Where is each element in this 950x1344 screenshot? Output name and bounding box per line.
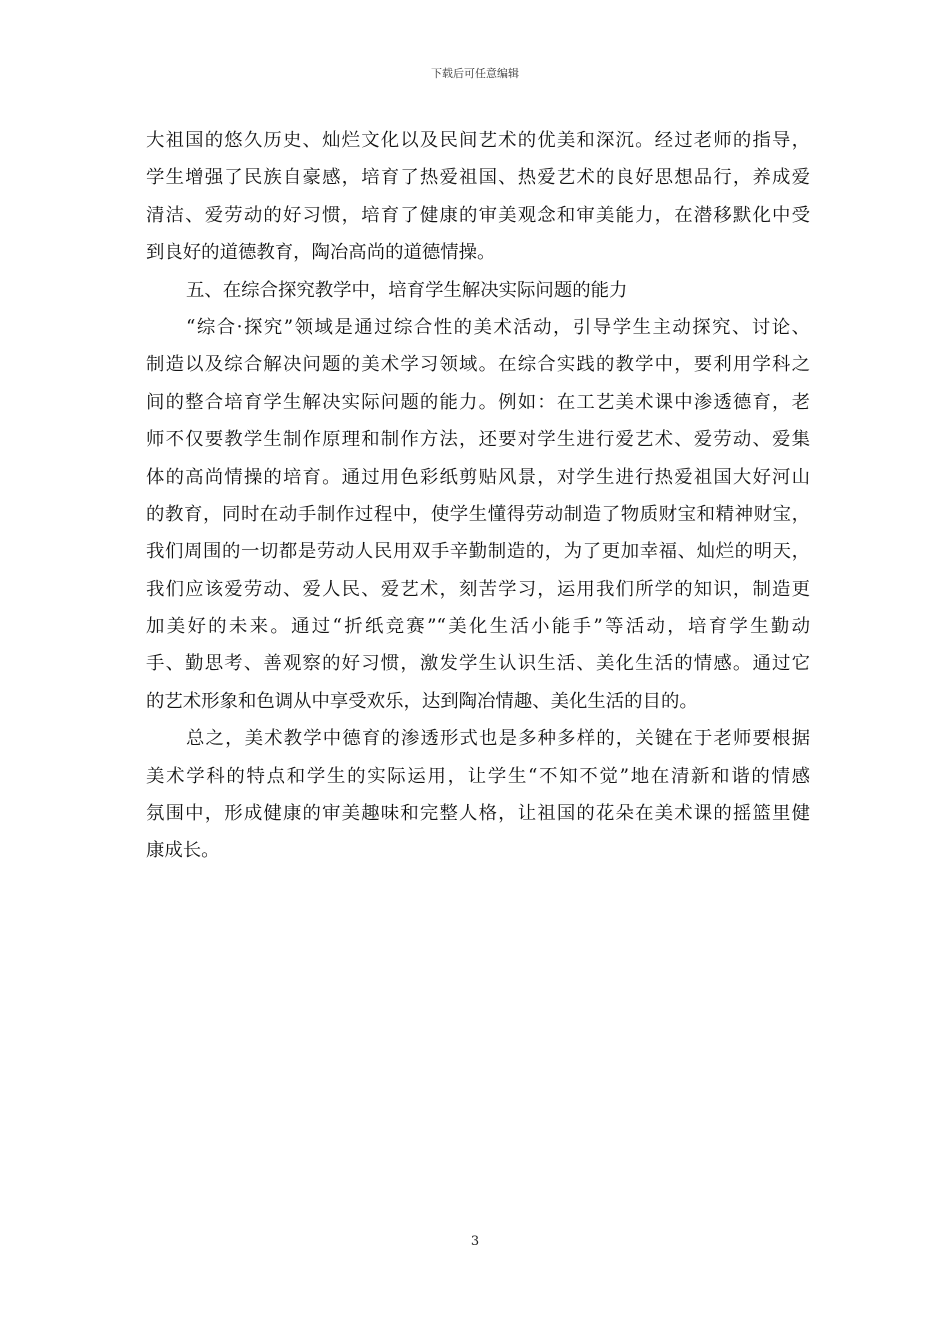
text-line: “综合·探究”领域是通过综合性的美术活动，引导学生主动探究、讨论、: [186, 316, 810, 338]
text-line: 学生增强了民族自豪感，培育了热爱祖国、热爱艺术的良好思想品行，养成爱: [146, 167, 810, 189]
text-line: 师不仅要教学生制作原理和制作方法，还要对学生进行爱艺术、爱劳动、爱集: [146, 429, 810, 451]
page-number: 3: [470, 1234, 480, 1249]
text-line: 间的整合培育学生解决实际问题的能力。例如：在工艺美术课中渗透德育，老: [146, 391, 810, 413]
paragraph-continuation: [146, 122, 810, 272]
text-line: 的艺术形象和色调从中享受欢乐，达到陶冶情趣、美化生活的目的。: [146, 690, 698, 712]
text-line: 的教育，同时在动手制作过程中，使学生懂得劳动制造了物质财宝和精神财宝，: [146, 503, 810, 525]
text-line: 我们周围的一切都是劳动人民用双手辛勤制造的，为了更加幸福、灿烂的明天，: [146, 541, 810, 563]
page-header: 下载后可任意编辑: [431, 67, 519, 80]
text-line: 总之，美术教学中德育的渗透形式也是多种多样的，关键在于老师要根据: [186, 728, 810, 750]
text-line: 氛围中，形成健康的审美趣味和完整人格，让祖国的花朵在美术课的摇篮里健: [146, 803, 810, 825]
text-line: 到良好的道德教育，陶冶高尚的道德情操。: [146, 242, 496, 264]
text-line: 我们应该爱劳动、爱人民、爱艺术，刻苦学习，运用我们所学的知识，制造更: [146, 578, 810, 600]
document-body: [146, 122, 810, 870]
text-line: 大祖国的悠久历史、灿烂文化以及民间艺术的优美和深沉。经过老师的指导，: [146, 130, 810, 151]
text-line: 加美好的未来。通过“折纸竞赛”“美化生活小能手”等活动，培育学生勤动: [146, 616, 810, 638]
text-line: 康成长。: [146, 840, 220, 862]
text-line: 手、勤思考、善观察的好习惯，激发学生认识生活、美化生活的情感。通过它: [146, 653, 810, 675]
text-line: 清洁、爱劳动的好习惯，培育了健康的审美观念和审美能力，在潜移默化中受: [146, 204, 810, 226]
paragraph-conclusion: [146, 720, 810, 870]
text-line: 制造以及综合解决问题的美术学习领域。在综合实践的教学中，要利用学科之: [146, 354, 810, 376]
section-heading: [146, 272, 810, 309]
text-line: 美术学科的特点和学生的实际运用，让学生“不知不觉”地在清新和谐的情感: [146, 765, 810, 787]
text-line: 体的高尚情操的培育。通过用色彩纸剪贴风景，对学生进行热爱祖国大好河山: [146, 466, 810, 488]
heading-line: 五、在综合探究教学中，培育学生解决实际问题的能力: [186, 279, 628, 301]
paragraph-integrated-inquiry: [146, 309, 810, 720]
